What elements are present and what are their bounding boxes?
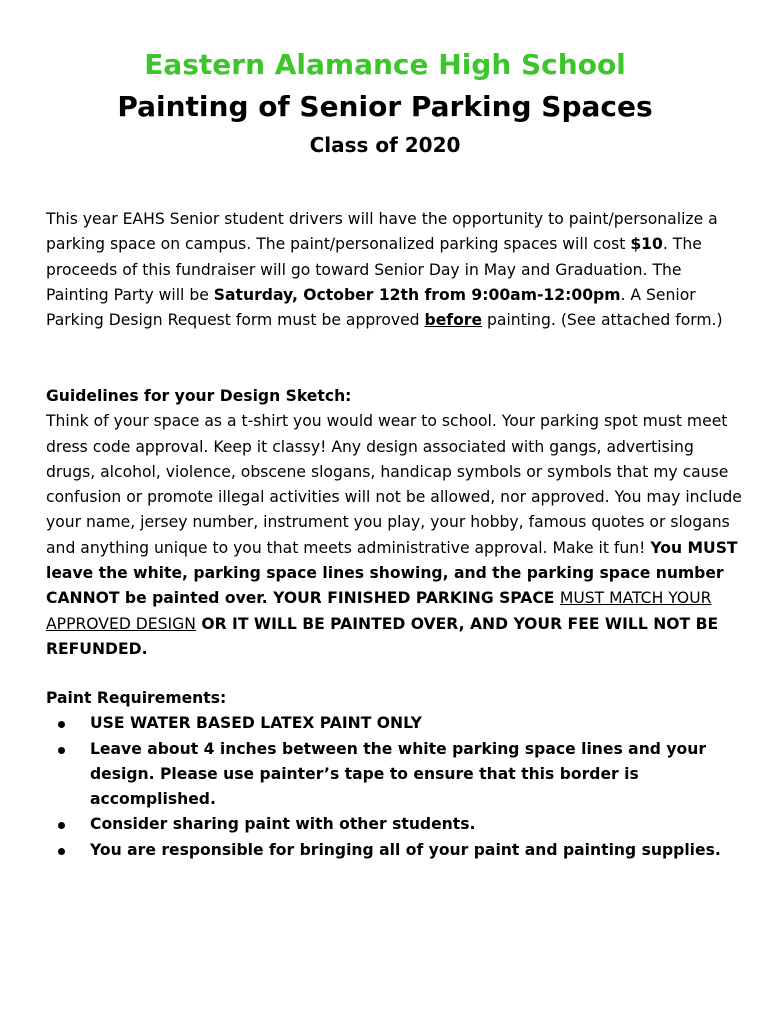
bullet-icon	[58, 822, 65, 829]
bullet-icon	[58, 721, 65, 728]
guidelines-text: Think of your space as a t-shirt you would wear to school. Your parking spot must meet dress code approval. Keep it classy! Any design associated with gangs, advertising drugs, alcohol, violence, obscene slogans, handicap symbols or symbols that my cause confusion or promote illegal activities will not be allowed, nor approved. You may include your name, jersey number, instrument you play, your hobby, famous quotes or slogans and anything unique to you that meets administrative approval. Make it fun!	[46, 412, 742, 557]
bullet-icon	[58, 747, 65, 754]
painting-party-date: Saturday, October 12th from 9:00am-12:00pm	[213, 285, 621, 304]
paint-requirements-heading: Paint Requirements:	[46, 689, 227, 707]
class-year: Class of 2020	[309, 133, 461, 157]
cost-amount: $10	[630, 235, 663, 254]
intro-paragraph	[46, 207, 746, 333]
list-item-text: USE WATER BASED LATEX PAINT ONLY	[90, 714, 422, 733]
list-item	[46, 737, 746, 813]
intro-text-2: . The proceeds of this fundraiser will go toward Senior Day in May and Graduation. The Painting Party will be	[46, 235, 702, 304]
list-item-text: Leave about 4 inches between the white parking space lines and your design. Please use painter’s tape to ensure that this border is accomplished.	[90, 739, 707, 809]
guidelines-bold-1: You MUST leave the white, parking space lines showing, and the parking space number CANNOT be painted over. YOUR FINISHED PARKING SPACE	[46, 538, 738, 608]
list-item	[46, 711, 746, 736]
intro-text-4: painting. (See attached form.)	[482, 311, 723, 330]
intro-text-1: This year EAHS Senior student drivers will have the opportunity to paint/personalize a parking space on campus. The paint/personalized parking spaces will cost	[46, 210, 718, 254]
document-title: Painting of Senior Parking Spaces	[117, 90, 653, 123]
list-item-text: You are responsible for bringing all of your paint and painting supplies.	[90, 840, 721, 859]
bullet-icon	[58, 848, 65, 855]
list-item	[46, 838, 746, 863]
school-name: Eastern Alamance High School	[144, 48, 626, 81]
before-emphasis: before	[424, 311, 483, 330]
list-item	[46, 812, 746, 837]
guidelines-heading: Guidelines for your Design Sketch:	[46, 387, 352, 405]
guidelines-bold-2: OR IT WILL BE PAINTED OVER, AND YOUR FEE WILL NOT BE REFUNDED.	[46, 614, 719, 658]
guidelines-underlined: MUST MATCH YOUR APPROVED DESIGN	[46, 589, 712, 633]
list-item-text: Consider sharing paint with other students.	[90, 815, 476, 834]
paint-requirements-section	[46, 686, 746, 863]
paint-requirements-list	[46, 711, 746, 863]
intro-text-3: . A Senior Parking Design Request form must be approved	[46, 285, 696, 330]
guidelines-section	[46, 384, 746, 662]
